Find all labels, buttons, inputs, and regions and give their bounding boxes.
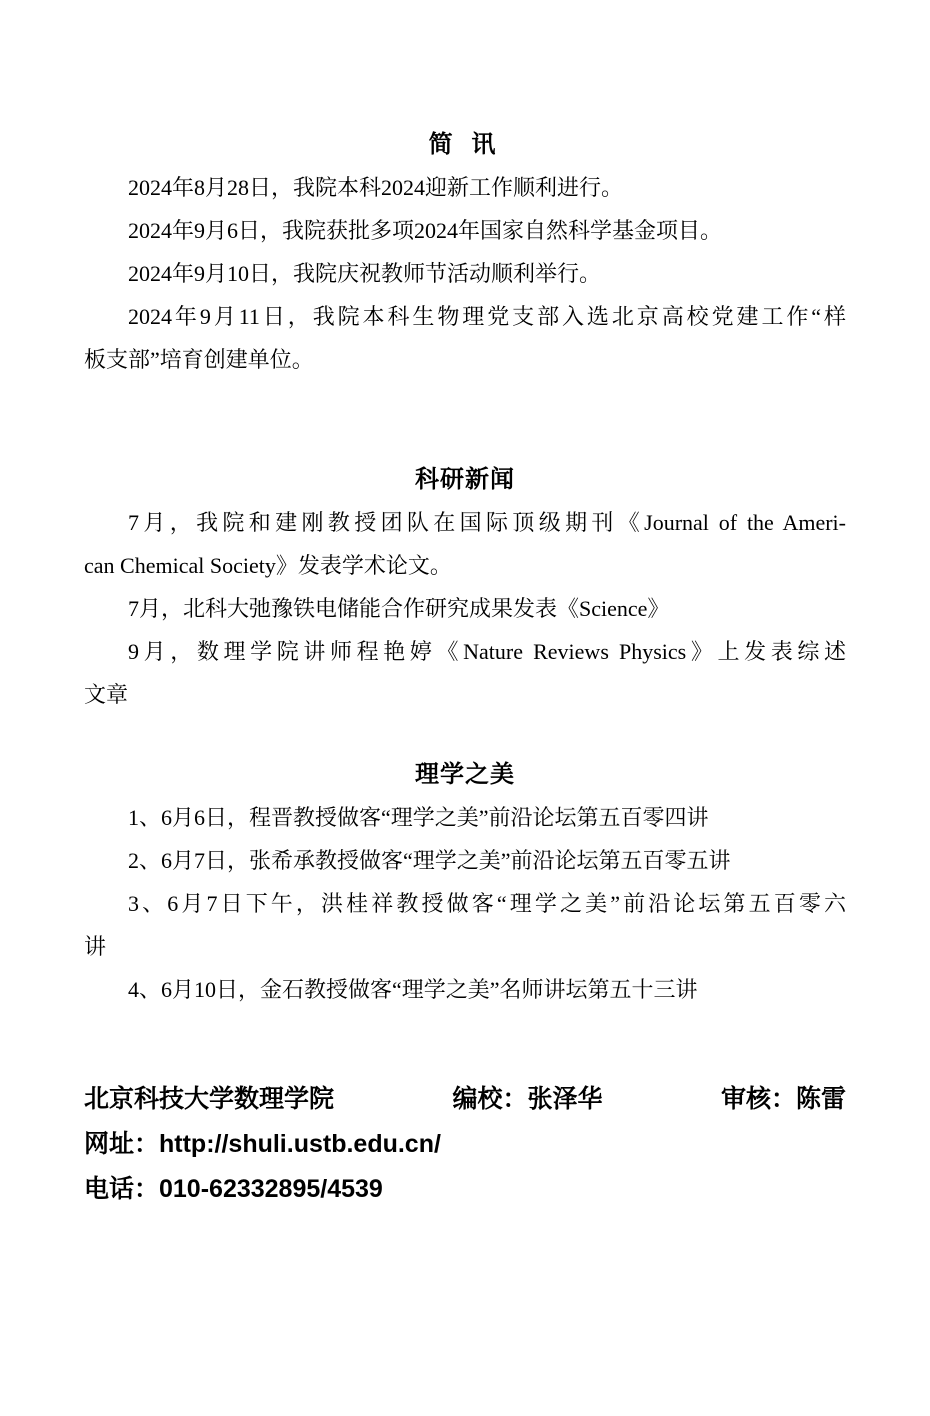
text-line: 2024年9月6日，我院获批多项2024年国家自然科学基金项目。 [128, 218, 723, 243]
text-line: 7月，我院和建刚教授团队在国际顶级期刊《Journal of the Ameri- [128, 510, 846, 535]
section-heading-beauty-of-science: 理学之美 [415, 761, 515, 788]
text-line: 2024年9月11日，我院本科生物理党支部入选北京高校党建工作“样 [128, 304, 846, 329]
footer [84, 1077, 846, 1212]
text-line: 2024年9月10日，我院庆祝教师节活动顺利举行。 [128, 261, 602, 286]
text-line: 板支部”培育创建单位。 [84, 347, 314, 372]
text-line: can Chemical Society》发表学术论文。 [84, 553, 452, 578]
text-line: 9月，数理学院讲师程艳婷《Nature Reviews Physics》上发表综述 [128, 639, 846, 664]
text-line: 2、6月7日，张希承教授做客“理学之美”前沿论坛第五百零五讲 [128, 848, 731, 873]
text-line: 3、6月7日下午，洪桂祥教授做客“理学之美”前沿论坛第五百零六 [128, 891, 847, 916]
footer-website: 网址：http://shuli.ustb.edu.cn/ [84, 1130, 441, 1158]
text-line: 2024年8月28日，我院本科2024迎新工作顺利进行。 [128, 175, 624, 200]
footer-editor: 编校：张泽华 [452, 1085, 603, 1113]
text-line: 7月，北科大弛豫铁电储能合作研究成果发表《Science》 [128, 596, 670, 621]
text-line: 文章 [84, 682, 129, 707]
section-beauty-of-science [84, 753, 846, 1011]
text-line: 1、6月6日，程晋教授做客“理学之美”前沿论坛第五百零四讲 [128, 805, 709, 830]
text-line: 讲 [84, 934, 107, 959]
list-item [84, 968, 846, 1011]
newsletter-page [0, 123, 930, 1212]
section-research-news [84, 458, 846, 716]
paragraph [84, 252, 846, 295]
footer-phone: 电话：010-62332895/4539 [84, 1175, 383, 1203]
footer-organization: 北京科技大学数理学院 [84, 1085, 335, 1113]
list-item [84, 882, 846, 968]
paragraph [84, 209, 846, 252]
list-item [84, 839, 846, 882]
text-line: 4、6月10日，金石教授做客“理学之美”名师讲坛第五十三讲 [128, 977, 698, 1002]
paragraph [84, 587, 846, 630]
paragraph [84, 166, 846, 209]
paragraph [84, 501, 846, 587]
section-heading-research-news: 科研新闻 [415, 466, 515, 493]
footer-credits-row [84, 1077, 846, 1122]
footer-reviewer: 审核：陈雷 [720, 1085, 846, 1113]
section-heading-brief-news: 简 讯 [428, 131, 502, 158]
section-brief-news [84, 123, 846, 381]
list-item [84, 796, 846, 839]
paragraph [84, 630, 846, 716]
paragraph [84, 295, 846, 381]
